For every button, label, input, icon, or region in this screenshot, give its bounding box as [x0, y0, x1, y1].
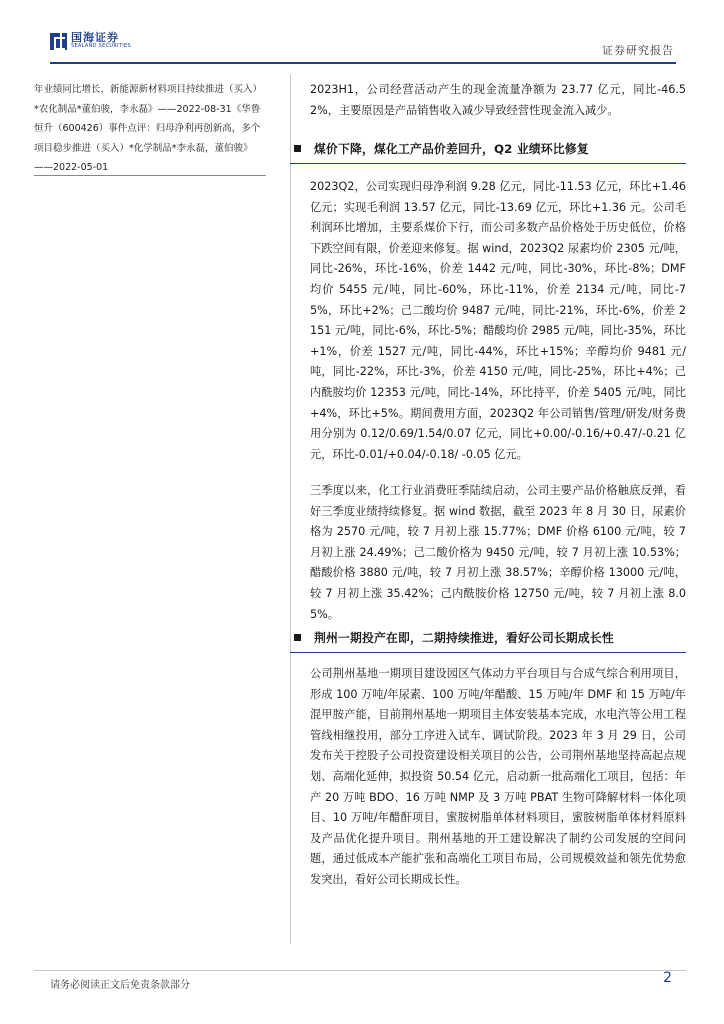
page-number: 2	[663, 970, 672, 986]
header-divider	[50, 62, 676, 64]
page-header	[50, 28, 676, 58]
footer-divider	[34, 970, 686, 971]
report-type-label: 证券研究报告	[602, 44, 674, 57]
section-divider	[290, 652, 686, 653]
company-logo	[50, 32, 131, 50]
q3-outlook-paragraph: 三季度以来，化工行业消费旺季陆续启动，公司主要产品价格触底反弹，看好三季度业绩持续修复。据 wind 数据，截至 2023 年 8 月 30 日，尿素价格为 2570 元/吨，较 7 月初上涨 15.77%；DMF 价格 6100 元/吨，较 7 月初上涨 24.49%；己二酸价格为 9450 元/吨，较 7 月初上涨 10.53%；醋酸价格 3880 元/吨，较 7 月初上涨 38.57%；辛醇价格 13000 元/吨，较 7 月初上涨 35.42%；己内酰胺价格 12750 元/吨，较 7 月初上涨 8.05%。	[310, 484, 686, 621]
logo-chinese-name: 国海证券	[71, 31, 119, 44]
sidebar-divider	[34, 175, 266, 176]
cash-flow-paragraph: 2023H1，公司经营活动产生的现金流量净额为 23.77 亿元，同比-46.52%，主要原因是产品销售收入减少导致经营性现金流入减少。	[310, 83, 686, 117]
section-title: 荆州一期投产在即，二期持续推进，看好公司长期成长性	[314, 630, 614, 645]
footer-disclaimer: 请务必阅读正文后免责条款部分	[50, 980, 190, 991]
section-bullet-icon	[294, 634, 301, 641]
section-heading-jingzhou	[290, 622, 686, 652]
related-reports-sidebar: 年业绩同比增长，新能源新材料项目持续推进（买入）*农化制品*董伯骏，李永磊》——2022-08-31《华鲁恒升（600426）事件点评：归母净利再创新高，多个项目稳步推进（买入）*化学制品*李永磊，董伯骏》——2022-05-01	[34, 84, 263, 173]
jingzhou-project-paragraph: 公司荆州基地一期项目建设园区气体动力平台项目与合成气综合利用项目，形成 100 万吨/年尿素、100 万吨/年醋酸、15 万吨/年 DMF 和 15 万吨/年混甲胺产能，目前荆州基地一期项目主体安装基本完成，水电汽等公用工程管线相继投用，部分工序进入试车、调试阶段。2023 年 3 月 29 日，公司发布关于控股子公司投资建设相关项目的公告，公司荆州基地坚持高起点规划、高端化延伸，拟投资 50.54 亿元，启动新一批高端化工项目，包括：年产 20 万吨 BDO、16 万吨 NMP 及 3 万吨 PBAT 生物可降解材料一体化项目、10 万吨/年醋酐项目，蜜胺树脂单体材料项目，蜜胺树脂单体材料原料及产品优化提升项目。荆州基地的开工建设解决了制约公司发展的空间问题，通过低成本产能扩张和高端化工项目布局，公司规模效益和领先优势愈发突出，看好公司长期成长性。	[310, 667, 686, 886]
q2-performance-paragraph: 2023Q2，公司实现归母净利润 9.28 亿元，同比-11.53 亿元，环比+1.46 亿元；实现毛利润 13.57 亿元，同比-13.69 亿元，环比+1.36 元。公司毛利润环比增加，主要系煤价下行，而公司多数产品价格处于历史低位，价格下跌空间有限，价差迎来修复。据 wind，2023Q2 尿素均价 2305 元/吨，同比-26%，环比-16%，价差 1442 元/吨，同比-30%，环比-8%；DMF 均价 5455 元/吨，同比-60%，环比-11%，价差 2134 元/吨，同比-75%，环比+2%；己二酸均价 9487 元/吨，同比-21%，环比-6%，价差 2151 元/吨，同比-6%，环比-5%；醋酸均价 2985 元/吨，同比-35%，环比+1%，价差 1527 元/吨，同比-44%，环比+15%；辛醇均价 9481 元/吨，同比-22%，环比-3%，价差 4150 元/吨，同比-25%，环比+4%；己内酰胺均价 12353 元/吨，同比-14%，环比持平，价差 5405 元/吨，同比+4%，环比+5%。期间费用方面，2023Q2 年公司销售/管理/研发/财务费用分别为 0.12/0.69/1.54/0.07 亿元，同比+0.00/-0.16/+0.47/-0.21 亿元，环比-0.01/+0.04/-0.18/ -0.05 亿元。	[310, 180, 686, 461]
section-bullet-icon	[294, 145, 301, 152]
section-title: 煤价下降，煤化工产品价差回升，Q2 业绩环比修复	[314, 141, 589, 156]
section-divider	[290, 163, 686, 164]
sealand-logo-icon	[50, 33, 67, 50]
column-divider	[290, 74, 291, 944]
logo-english-name: SEALAND SECURITIES	[71, 43, 131, 49]
section-heading-q2-recovery	[290, 133, 686, 163]
